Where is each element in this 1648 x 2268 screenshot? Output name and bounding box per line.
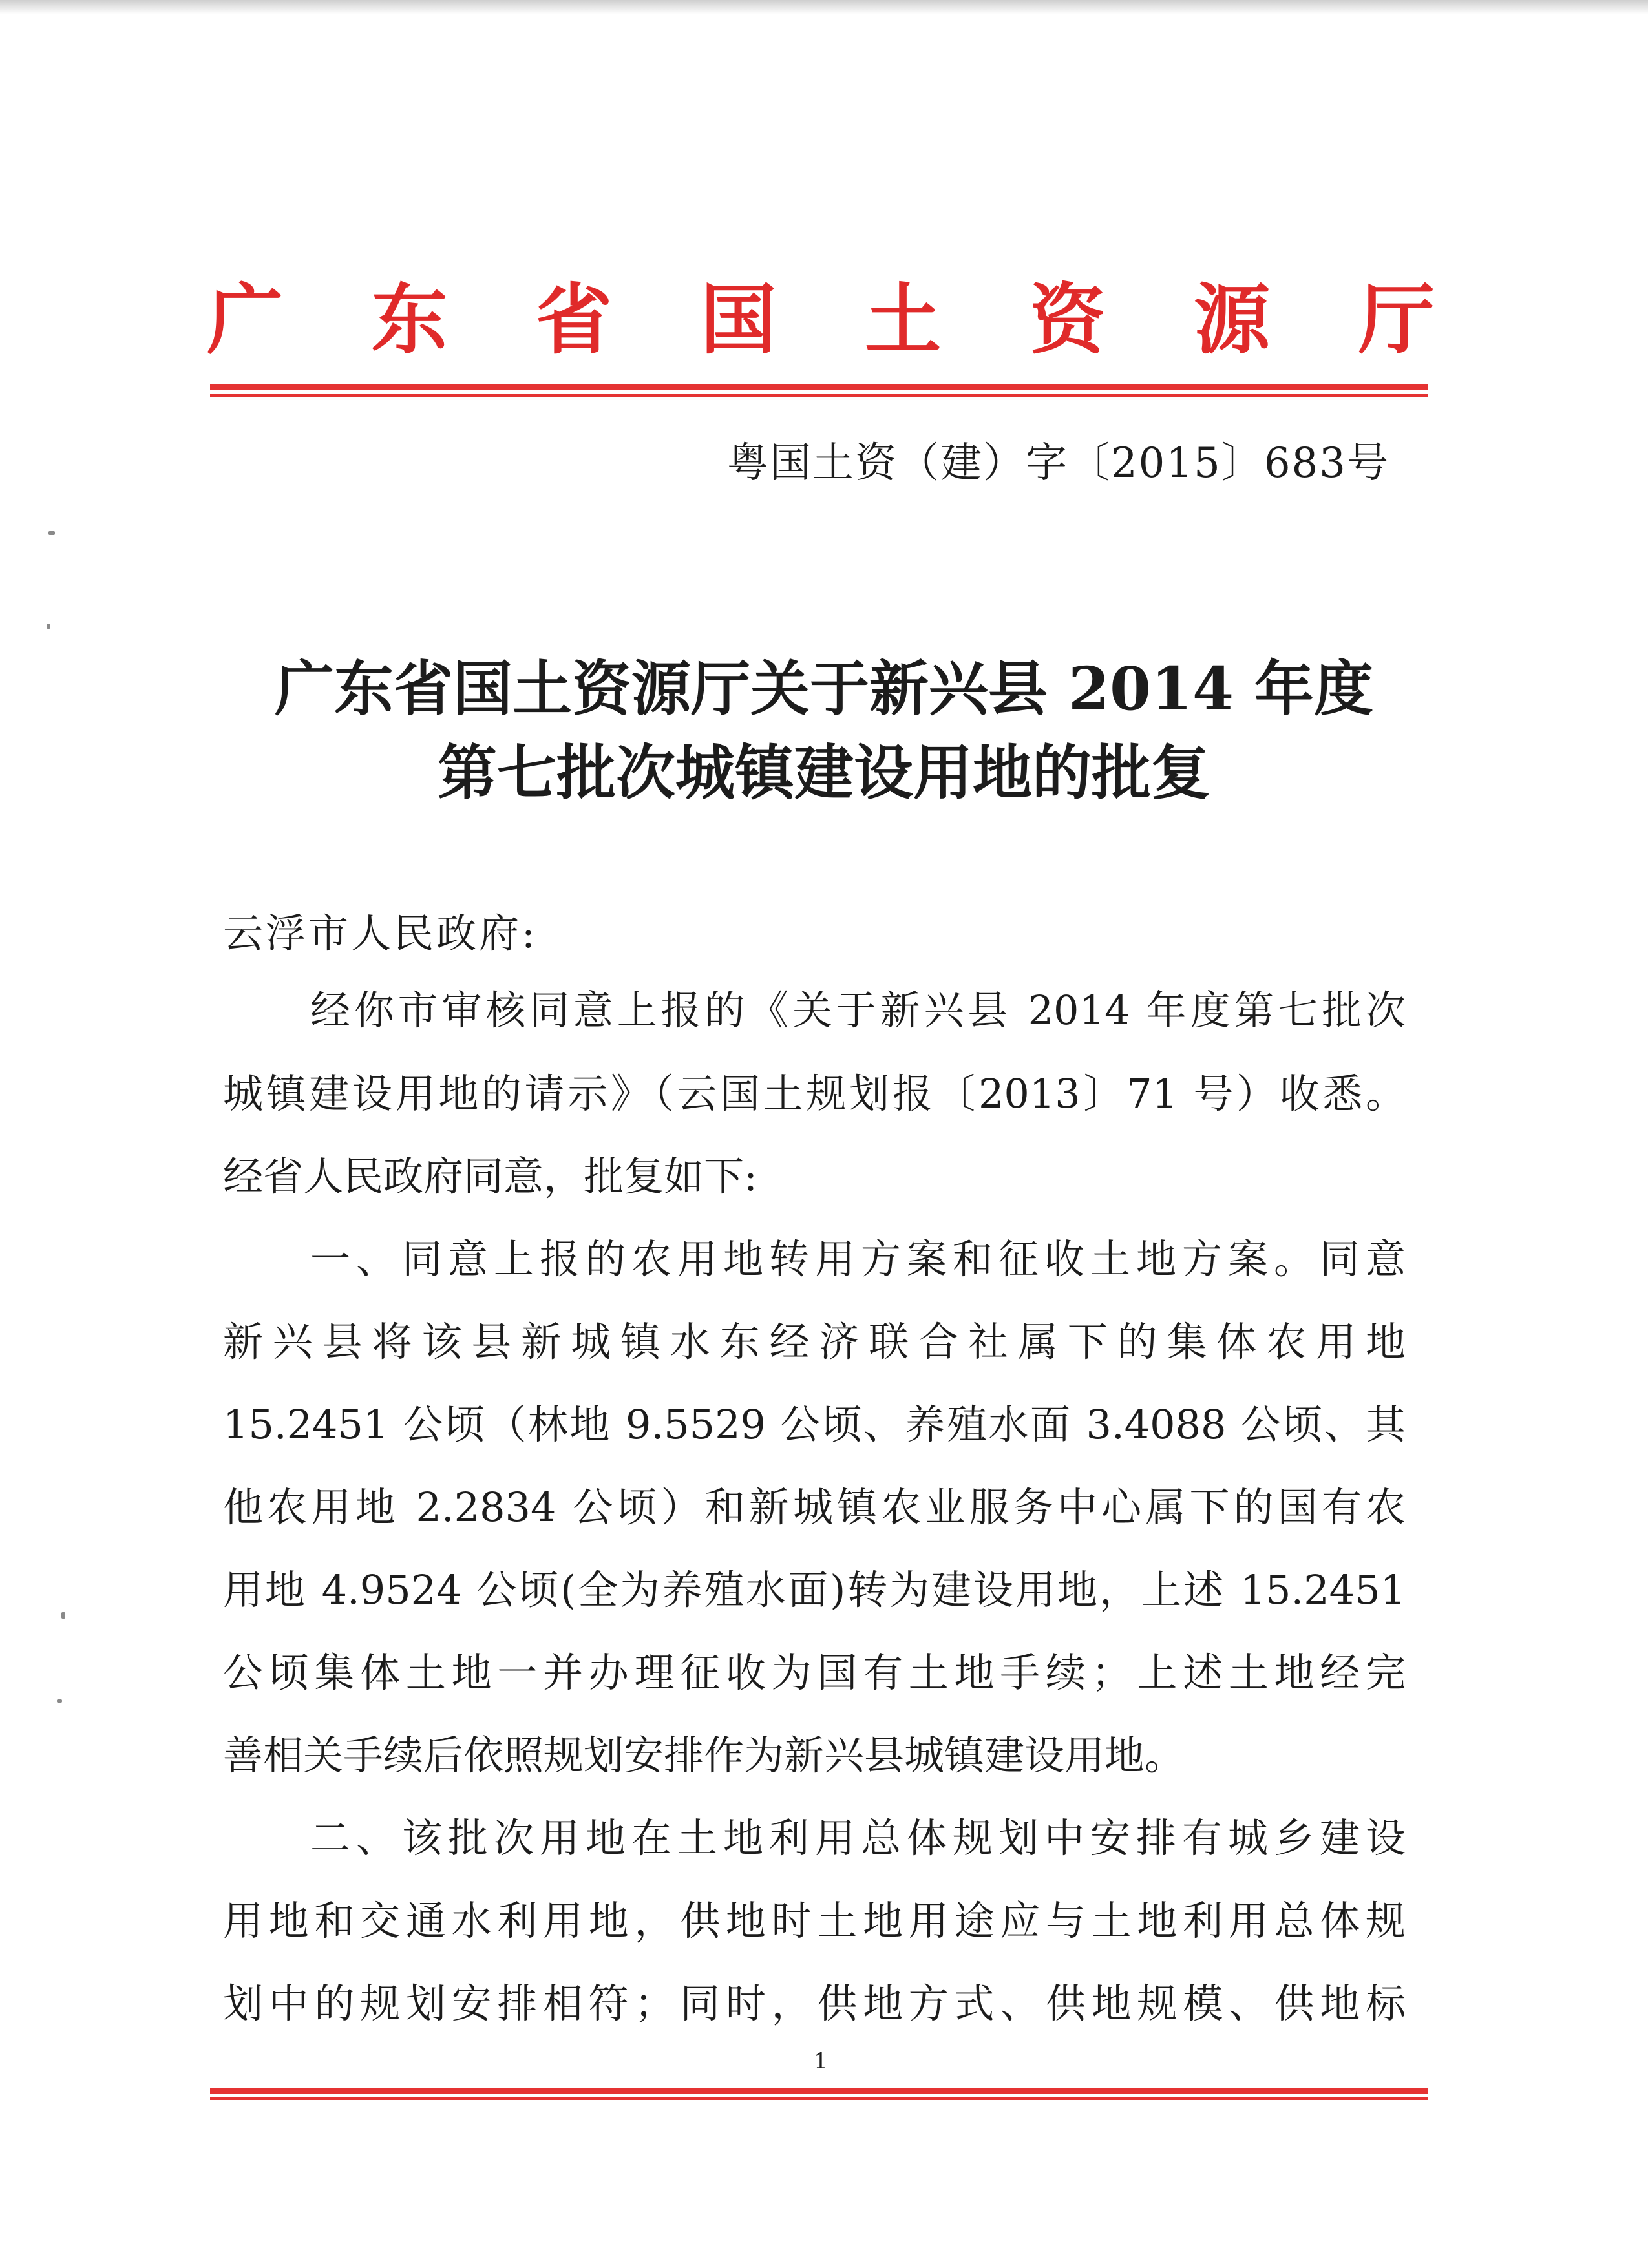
body-line: 经省人民政府同意，批复如下: — [223, 1153, 757, 1200]
body-line: 经你市审核同意上报的《关于新兴县 2014 年度第七批次 — [310, 987, 1406, 1034]
body-line: 用地和交通水利用地，供地时土地用途应与土地利用总体规 — [223, 1897, 1406, 1944]
body-line: 新兴县将该县新城镇水东经济联合社属下的集体农用地 — [223, 1318, 1406, 1365]
salutation: 云浮市人民政府: — [223, 910, 538, 957]
issuer-char: 省 — [536, 275, 613, 364]
page-number: 1 — [814, 2048, 828, 2074]
issuer-char: 土 — [865, 275, 942, 364]
document-title-line-1: 广东省国土资源厅关于新兴县 2014 年度 — [274, 654, 1374, 724]
scan-speck — [47, 624, 50, 629]
body-line: 善相关手续后依照规划安排作为新兴县城镇建设用地。 — [223, 1732, 1185, 1779]
scan-edge — [0, 0, 1648, 14]
scan-speck — [48, 531, 55, 535]
footer-rule-thin — [210, 2097, 1428, 2100]
document-number: 粤国土资（建）字〔2015〕683号 — [726, 439, 1389, 487]
header-rule-thick — [210, 384, 1428, 390]
issuer-char: 东 — [371, 275, 448, 364]
body-line: 城镇建设用地的请示》（云国土规划报〔2013〕71 号）收悉。 — [223, 1070, 1406, 1117]
scan-speck — [61, 1612, 65, 1619]
body-line: 他农用地 2.2834 公顷）和新城镇农业服务中心属下的国有农 — [223, 1484, 1406, 1531]
body-line: 公顷集体土地一并办理征收为国有土地手续；上述土地经完 — [223, 1649, 1406, 1696]
body-line: 二、该批次用地在土地利用总体规划中安排有城乡建设 — [310, 1814, 1406, 1862]
footer-rule-thick — [210, 2088, 1428, 2094]
issuer-char: 源 — [1194, 275, 1271, 364]
issuer-char: 资 — [1029, 275, 1106, 364]
body-line: 一、同意上报的农用地转用方案和征收土地方案。同意 — [310, 1235, 1406, 1283]
scan-speck — [57, 1699, 62, 1703]
issuer-char: 国 — [700, 275, 777, 364]
header-rule-thin — [210, 394, 1428, 397]
issuer-name — [207, 258, 1435, 381]
issuer-char: 广 — [207, 275, 284, 364]
body-line: 用地 4.9524 公顷(全为养殖水面)转为建设用地，上述 15.2451 — [223, 1566, 1406, 1613]
issuer-char: 厅 — [1358, 275, 1435, 364]
document-title-line-2: 第七批次城镇建设用地的批复 — [437, 738, 1210, 808]
body-line: 15.2451 公顷（林地 9.5529 公顷、养殖水面 3.4088 公顷、其 — [223, 1401, 1406, 1448]
body-line: 划中的规划安排相符；同时，供地方式、供地规模、供地标 — [223, 1980, 1406, 2027]
